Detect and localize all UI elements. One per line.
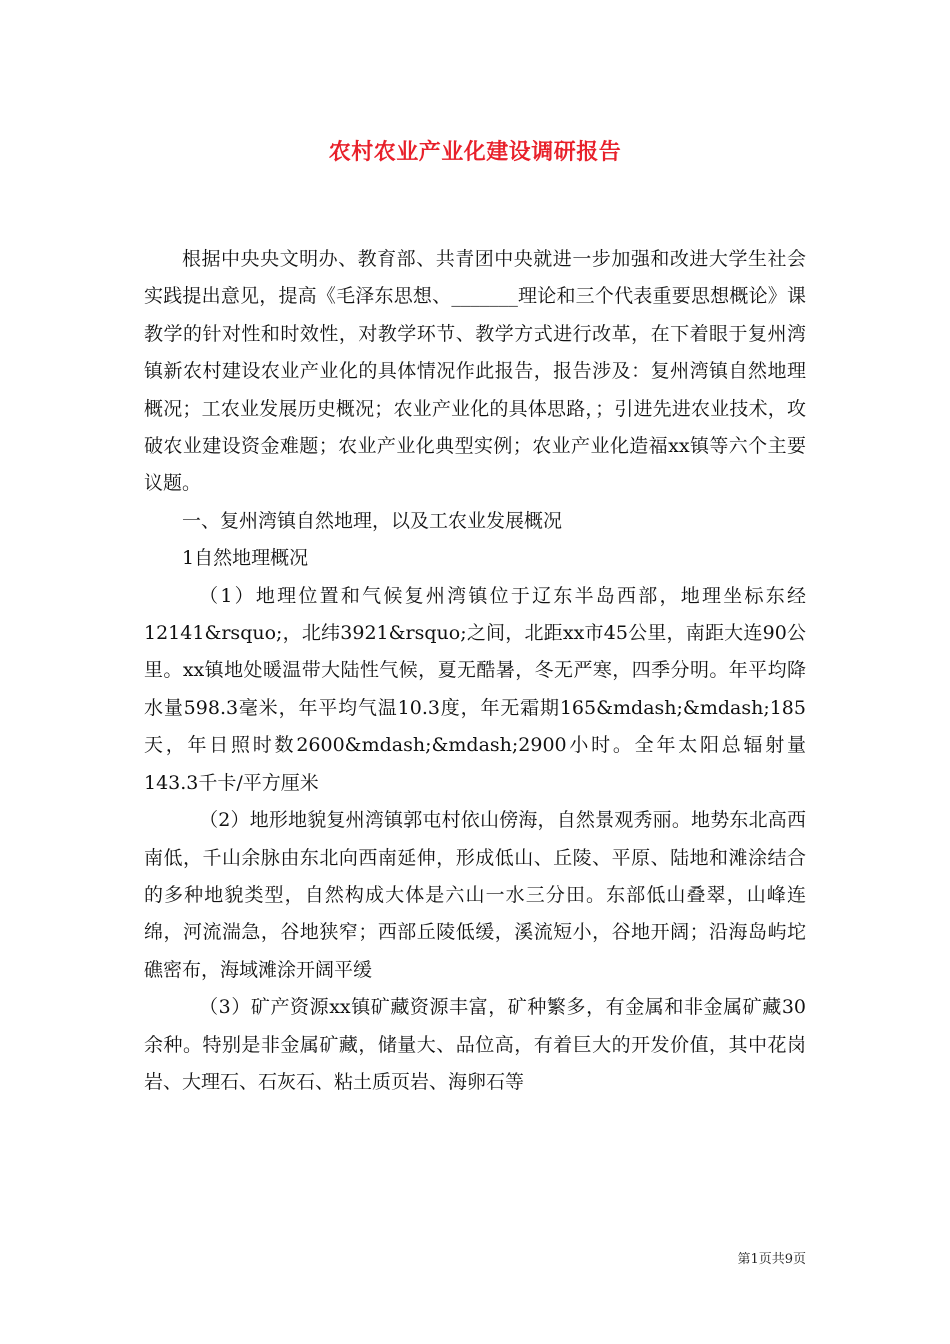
paragraph-terrain: （2）地形地貌复州湾镇郭屯村依山傍海，自然景观秀丽。地势东北高西南低，千山余脉由东北向西南延伸，形成低山、丘陵、平原、陆地和滩涂结合的多种地貌类型，自然构成大体是六山一水三分田。东部低山叠翠，山峰连绵，河流湍急，谷地狭窄；西部丘陵低缓，溪流短小，谷地开阔；沿海岛屿坨礁密布，海域滩涂开阔平缓 (144, 809, 806, 981)
paragraph-mineral-resources: （3）矿产资源xx镇矿藏资源丰富，矿种繁多，有金属和非金属矿藏30余种。特别是非金属矿藏，储量大、品位高，有着巨大的开发价值，其中花岗岩、大理石、石灰石、粘土质页岩、海卵石等 (144, 996, 806, 1093)
paragraph-intro: 根据中央央文明办、教育部、共青团中央就进一步加强和改进大学生社会实践提出意见，提高《毛泽东思想、_______理论和三个代表重要思想概论》课教学的针对性和时效性，对教学环节、教学方式进行改革，在下着眼于复州湾镇新农村建设农业产业化的具体情况作此报告，报告涉及：复州湾镇自然地理概况；工农业发展历史概况；农业产业化的具体思路，；引进先进农业技术，攻破农业建设资金难题；农业产业化典型实例；农业产业化造福xx镇等六个主要议题。 (144, 248, 806, 495)
document-title: 农村农业产业化建设调研报告 (328, 139, 622, 165)
document-body (144, 241, 806, 1101)
page-number-footer: 第1页共9页 (737, 1252, 806, 1267)
section-heading-1: 一、复州湾镇自然地理，以及工农业发展概况 (182, 509, 563, 532)
paragraph-location-climate: （1）地理位置和气候复州湾镇位于辽东半岛西部，地理坐标东经12141&rsquo;，北纬3921&rsquo;之间，北距xx市45公里，南距大连90公里。xx镇地处暖温带大陆性气候，夏无酷暑，冬无严寒，四季分明。年平均降水量598.3毫米，年平均气温10.3度，年无霜期165&mdash;&mdash;185天，年日照时数2600&mdash;&mdash;2900小时。全年太阳总辐射量143.3千卡/平方厘米 (144, 584, 806, 794)
subsection-heading-1-1: 1自然地理概况 (182, 547, 309, 570)
